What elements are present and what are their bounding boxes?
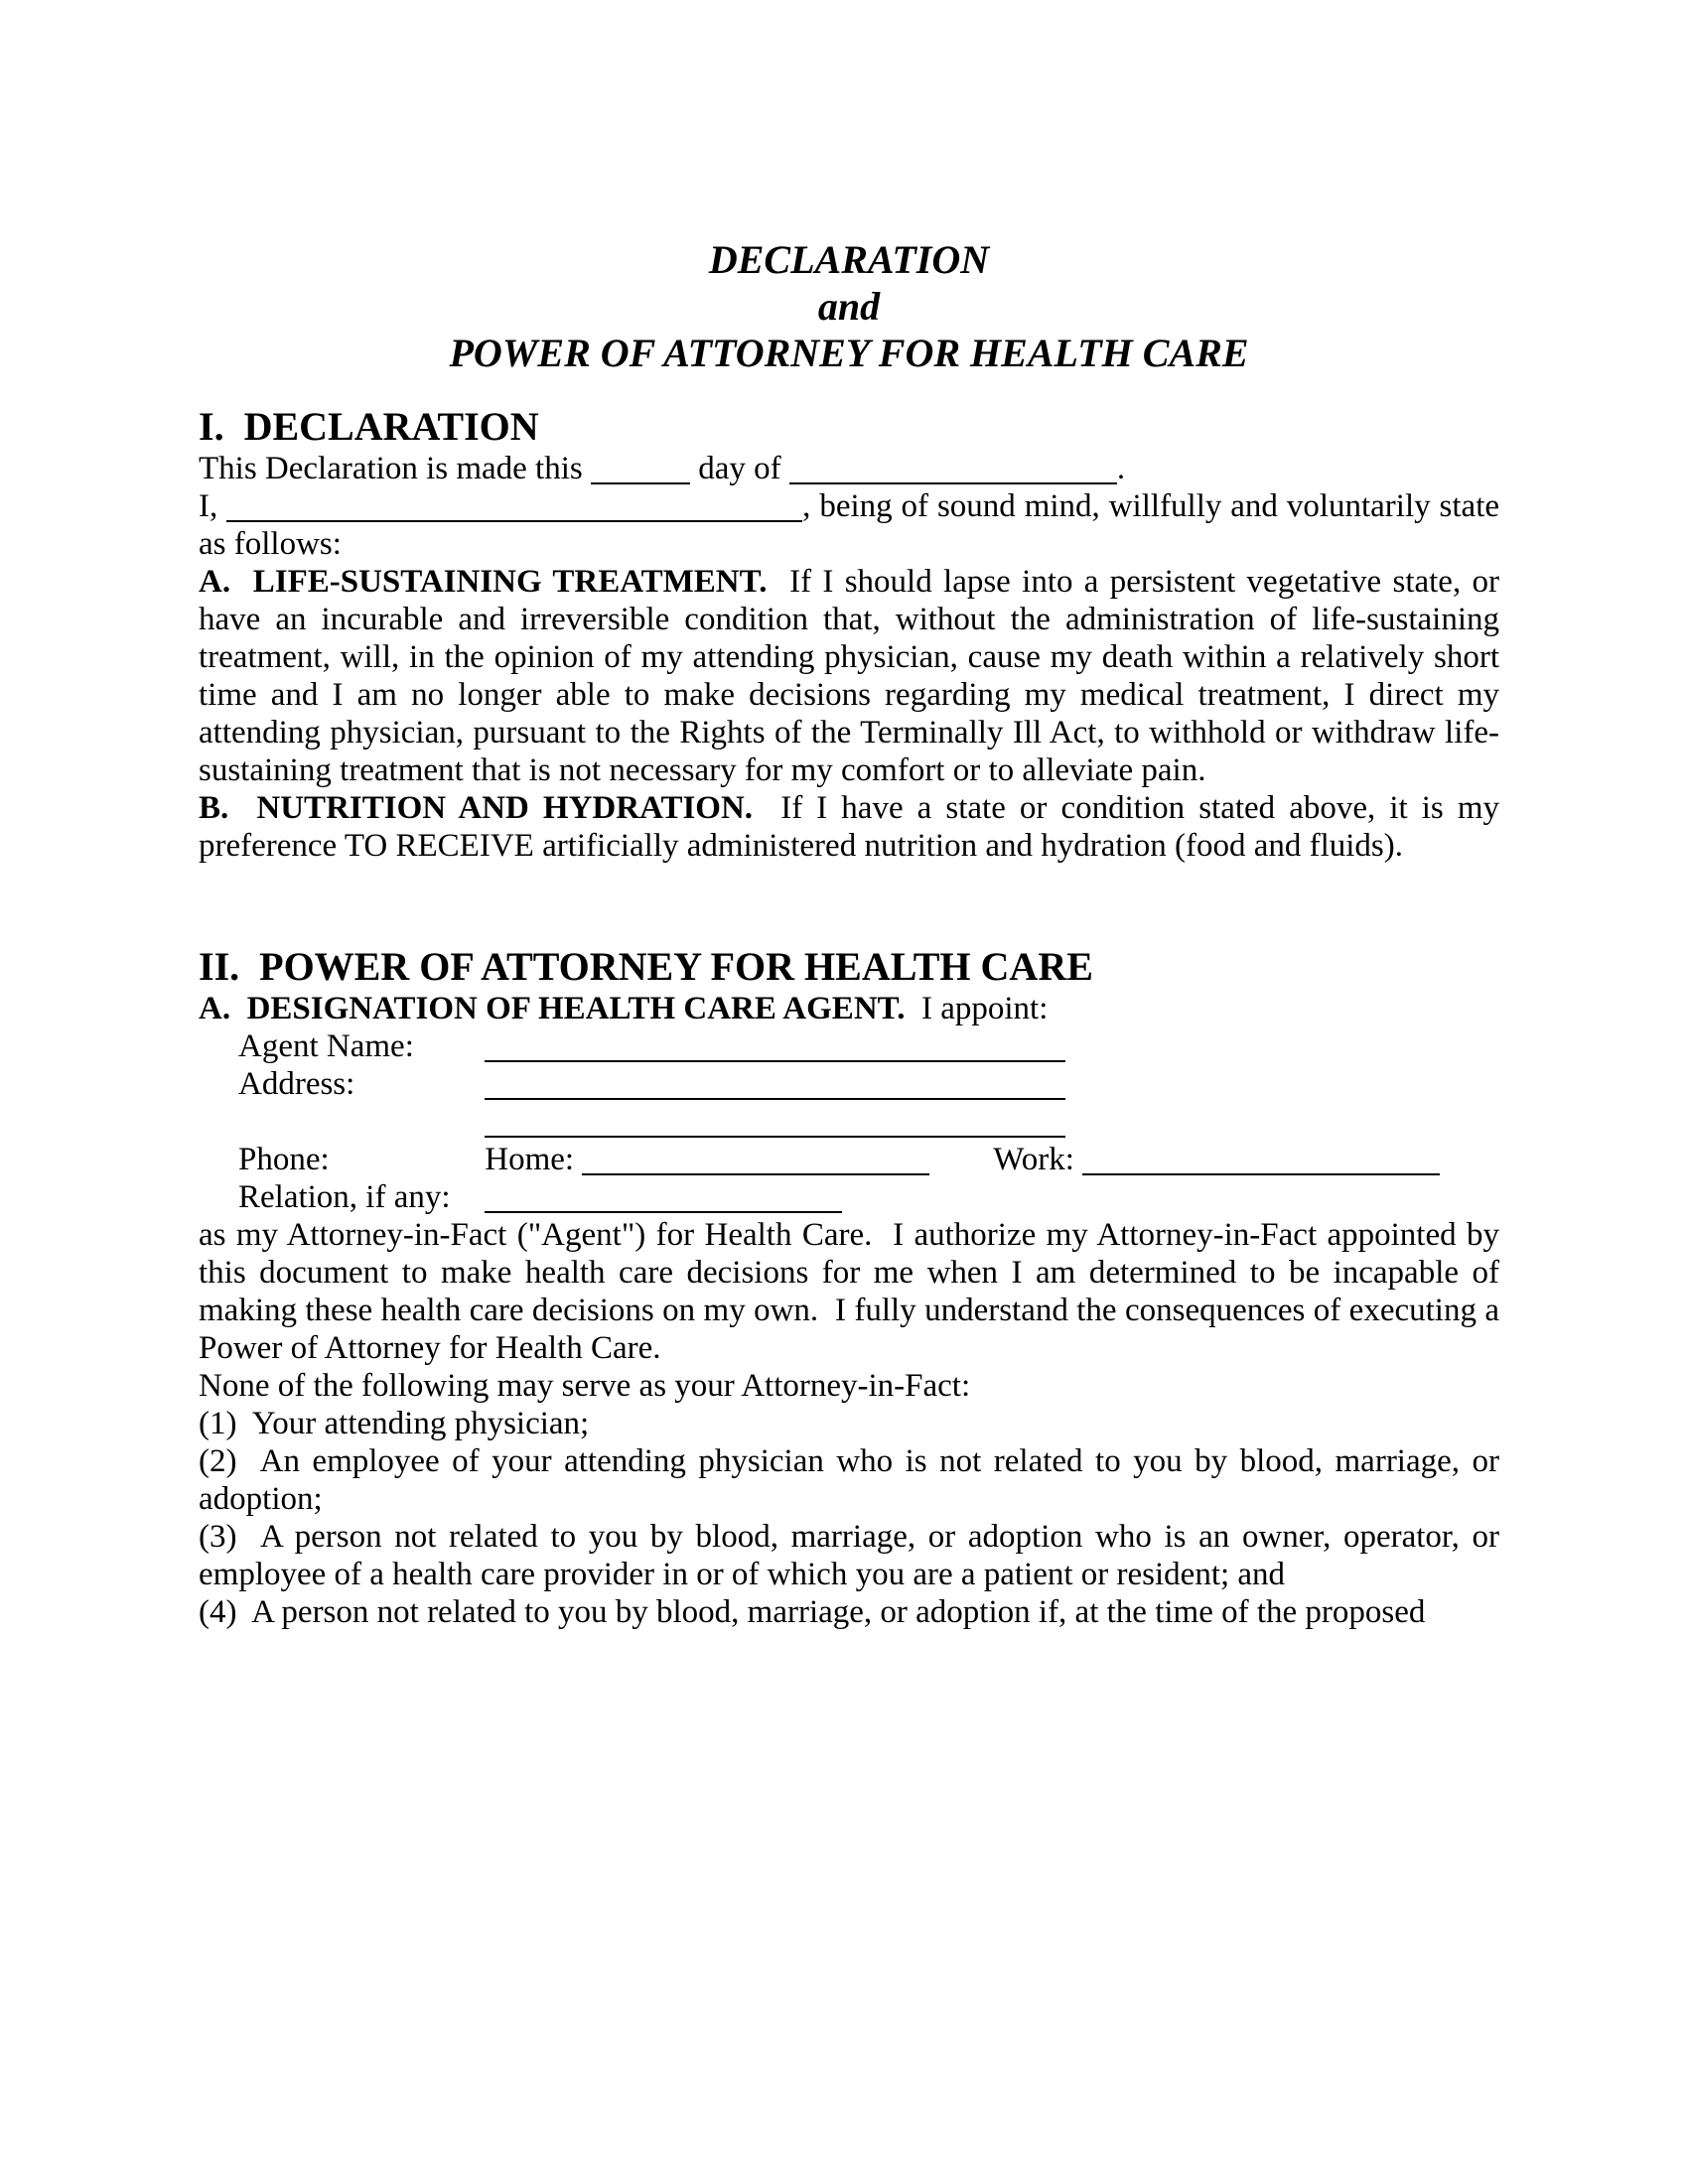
intro-made-period: .: [1116, 451, 1126, 486]
intro-dayof-text: day of: [698, 451, 781, 486]
authorization-paragraph: as my Attorney-in-Fact ("Agent") for Health Care. I authorize my Attorney-in-Fact appointed by this document to make health care decisions for me when I am determined to be incapable of making these health care decisions on my own. I fully understand the consequences of executing a Power of Attorney for Health Care.: [199, 1217, 1499, 1366]
title-line-3: POWER OF ATTORNEY FOR HEALTH CARE: [449, 331, 1249, 375]
work-phone-blank[interactable]: [1082, 1173, 1440, 1175]
restriction-item-4: (4) A person not related to you by blood, marriage, or adoption if, at the time of the proposed: [199, 1594, 1426, 1630]
document-title: [199, 236, 1499, 376]
title-line-1: DECLARATION: [708, 237, 990, 282]
phone-label: Phone:: [238, 1142, 330, 1177]
address-blank-1[interactable]: [485, 1098, 1065, 1100]
designation-clause: [199, 990, 1499, 1027]
intro-made-text: This Declaration is made this: [199, 451, 583, 486]
month-blank[interactable]: [789, 482, 1117, 484]
restriction-item-2: (2) An employee of your attending physician who is not related to you by blood, marriage, or adoption;: [199, 1443, 1499, 1517]
title-line-2: and: [817, 284, 881, 329]
designation-label: A. DESIGNATION OF HEALTH CARE AGENT.: [199, 991, 914, 1026]
address-blank-2[interactable]: [485, 1136, 1065, 1138]
intro-identity-prefix: I,: [199, 488, 218, 524]
day-blank[interactable]: [591, 482, 690, 484]
home-phone-label: Home:: [485, 1142, 575, 1177]
phone-row: [199, 1141, 1499, 1178]
relation-blank[interactable]: [485, 1211, 842, 1213]
agent-name-row: [199, 1027, 1499, 1065]
clause-nutrition-label: B. NUTRITION AND HYDRATION.: [199, 790, 768, 826]
declarant-name-blank[interactable]: [226, 520, 802, 522]
clause-life-sustaining-text: If I should lapse into a persistent vegetative state, or have an incurable and irreversible condition that, without the administration of life-sustaining treatment, will, in the opinion of my attending physician, cause my death within a relatively short time and I am no longer able to make decisions regarding my medical treatment, I direct my attending physician, pursuant to the Rights of the Terminally Ill Act, to withhold or withdraw life-sustaining treatment that is not necessary for my comfort or to alleviate pain.: [199, 564, 1500, 788]
home-phone-blank[interactable]: [582, 1173, 929, 1175]
designation-text: I appoint:: [920, 991, 1049, 1026]
restrictions-intro: None of the following may serve as your Attorney-in-Fact:: [199, 1368, 971, 1404]
intro-identity-suffix: , being of sound mind, willfully and voluntarily state as follows:: [199, 488, 1500, 562]
restriction-item-1: (1) Your attending physician;: [199, 1406, 590, 1441]
clause-nutrition-hydration: [199, 789, 1499, 865]
address-row: [199, 1065, 1499, 1141]
heading-declaration: I. DECLARATION: [199, 404, 539, 449]
heading-power-of-attorney: II. POWER OF ATTORNEY FOR HEALTH CARE: [199, 944, 1093, 989]
relation-row: [199, 1178, 1499, 1216]
clause-nutrition-text: If I have a state or condition stated above, it is my preference TO RECEIVE artificially administered nutrition and hydration (food and fluids).: [199, 790, 1499, 864]
agent-name-label: Agent Name:: [238, 1028, 414, 1064]
work-phone-label: Work:: [993, 1142, 1074, 1177]
relation-label: Relation, if any:: [238, 1179, 451, 1215]
clause-life-sustaining-label: A. LIFE-SUSTAINING TREATMENT.: [199, 564, 778, 600]
address-label: Address:: [238, 1066, 355, 1102]
agent-name-blank[interactable]: [485, 1060, 1065, 1062]
intro-paragraph: [199, 450, 1499, 563]
restriction-item-3: (3) A person not related to you by blood, marriage, or adoption who is an owner, operator, or employee of a health care provider in or of which you are a patient or resident; and: [199, 1519, 1499, 1592]
clause-life-sustaining: [199, 563, 1499, 789]
